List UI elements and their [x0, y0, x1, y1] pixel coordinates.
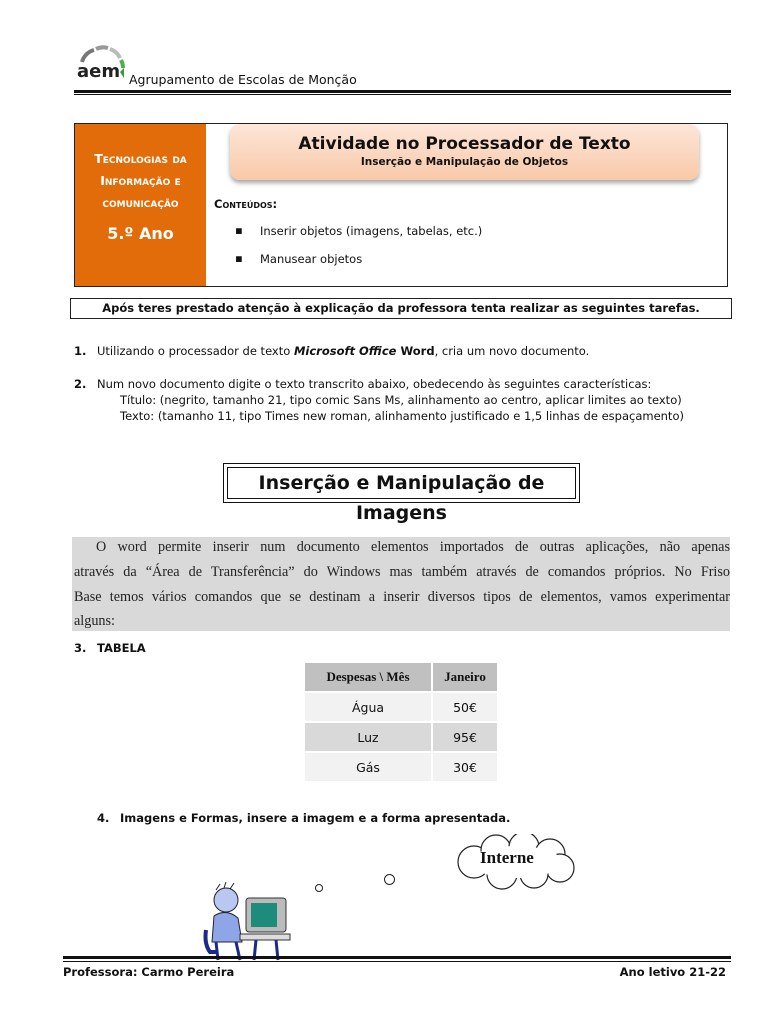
table-row	[305, 753, 497, 781]
task-1-number: 1.	[74, 344, 87, 358]
cloud-text: Interne	[480, 848, 534, 867]
table-header-cell: Despesas \ Mês	[305, 663, 431, 691]
thought-bubble-dot	[315, 884, 323, 892]
bullet-icon: ▪	[235, 223, 243, 237]
footer-teacher: Professora: Carmo Pereira	[63, 965, 235, 979]
table-cell: 30€	[433, 753, 497, 781]
task-1-word: Word	[396, 344, 435, 358]
task-2-number: 2.	[74, 377, 87, 391]
task-1	[97, 344, 589, 358]
document-title-box	[223, 463, 580, 524]
table-cell: 50€	[433, 693, 497, 721]
activity-header-box	[74, 123, 728, 287]
subject-line-1: Tecnologias da	[94, 151, 187, 166]
task-3-number: 3.	[74, 641, 87, 655]
footer-rule-thin	[63, 961, 731, 962]
school-logo	[74, 44, 128, 88]
paragraph-line-2: através da “Área de Transferência” do Windows mas também através de comandos próprios. No Friso	[74, 564, 730, 580]
thought-bubble-dot	[384, 874, 395, 885]
expenses-table	[303, 661, 499, 783]
table-row	[305, 723, 497, 751]
task-4-label: Imagens e Formas, insere a imagem e a forma apresentada.	[120, 811, 511, 825]
header-rule	[74, 90, 731, 93]
task-2-line-2: Título: (negrito, tamanho 21, tipo comic Sans Ms, alinhamento ao centro, aplicar limites ao texto)	[120, 393, 682, 407]
paragraph-line-1: O word permite inserir num documento elementos importados de outras aplicações, não apenas	[96, 539, 730, 555]
task-4-number: 4.	[97, 811, 110, 825]
school-name: Agrupamento de Escolas de Monção	[129, 72, 357, 87]
table-header-cell: Janeiro	[433, 663, 497, 691]
bullet-icon: ▪	[235, 251, 243, 265]
subject-line-2: Informação e	[100, 173, 181, 188]
task-1-app-name: Microsoft Office	[293, 344, 397, 358]
document-title: Inserção e Manipulação de Imagens	[227, 467, 576, 499]
task-3-label: TABELA	[97, 641, 146, 655]
activity-banner	[230, 124, 699, 180]
table-row	[305, 693, 497, 721]
person-at-computer-clipart	[196, 882, 296, 962]
task-1-text-d: , cria um novo documento.	[434, 344, 590, 358]
table-cell: 95€	[433, 723, 497, 751]
task-2-line-1: Num novo documento digite o texto transcrito abaixo, obedecendo às seguintes características:	[97, 377, 652, 391]
instruction-bar: Após teres prestado atenção à explicação da professora tenta realizar as seguintes tarefas.	[70, 298, 732, 319]
banner-subtitle: Inserção e Manipulação de Objetos	[360, 156, 569, 168]
table-cell: Água	[305, 693, 431, 721]
header-rule-thin	[74, 94, 731, 95]
task-2-line-3: Texto: (tamanho 11, tipo Times new roman, alinhamento justificado e 1,5 linhas de espaçamento)	[120, 409, 684, 423]
paragraph-line-4: alguns:	[74, 613, 115, 629]
contents-title: Conteúdos:	[214, 197, 278, 211]
banner-title: Atividade no Processador de Texto	[298, 134, 631, 154]
task-1-text-a: Utilizando o processador de texto	[97, 344, 294, 358]
table-cell: Luz	[305, 723, 431, 751]
bullet-text: Manusear objetos	[260, 252, 363, 266]
subject-line-3: comunicação	[102, 195, 179, 210]
table-cell: Gás	[305, 753, 431, 781]
table-header-row	[305, 663, 497, 691]
footer-rule	[63, 956, 731, 959]
logo-wordmark: aem	[77, 61, 121, 82]
bullet-text: Inserir objetos (imagens, tabelas, etc.)	[260, 224, 483, 238]
grade-label: 5.º Ano	[107, 224, 174, 243]
paragraph-line-3: Base temos vários comandos que se destinam a inserir diversos tipos de elementos, vamos experimentar	[74, 589, 730, 605]
footer-school-year: Ano letivo 21-22	[619, 965, 726, 979]
subject-panel	[75, 124, 206, 286]
